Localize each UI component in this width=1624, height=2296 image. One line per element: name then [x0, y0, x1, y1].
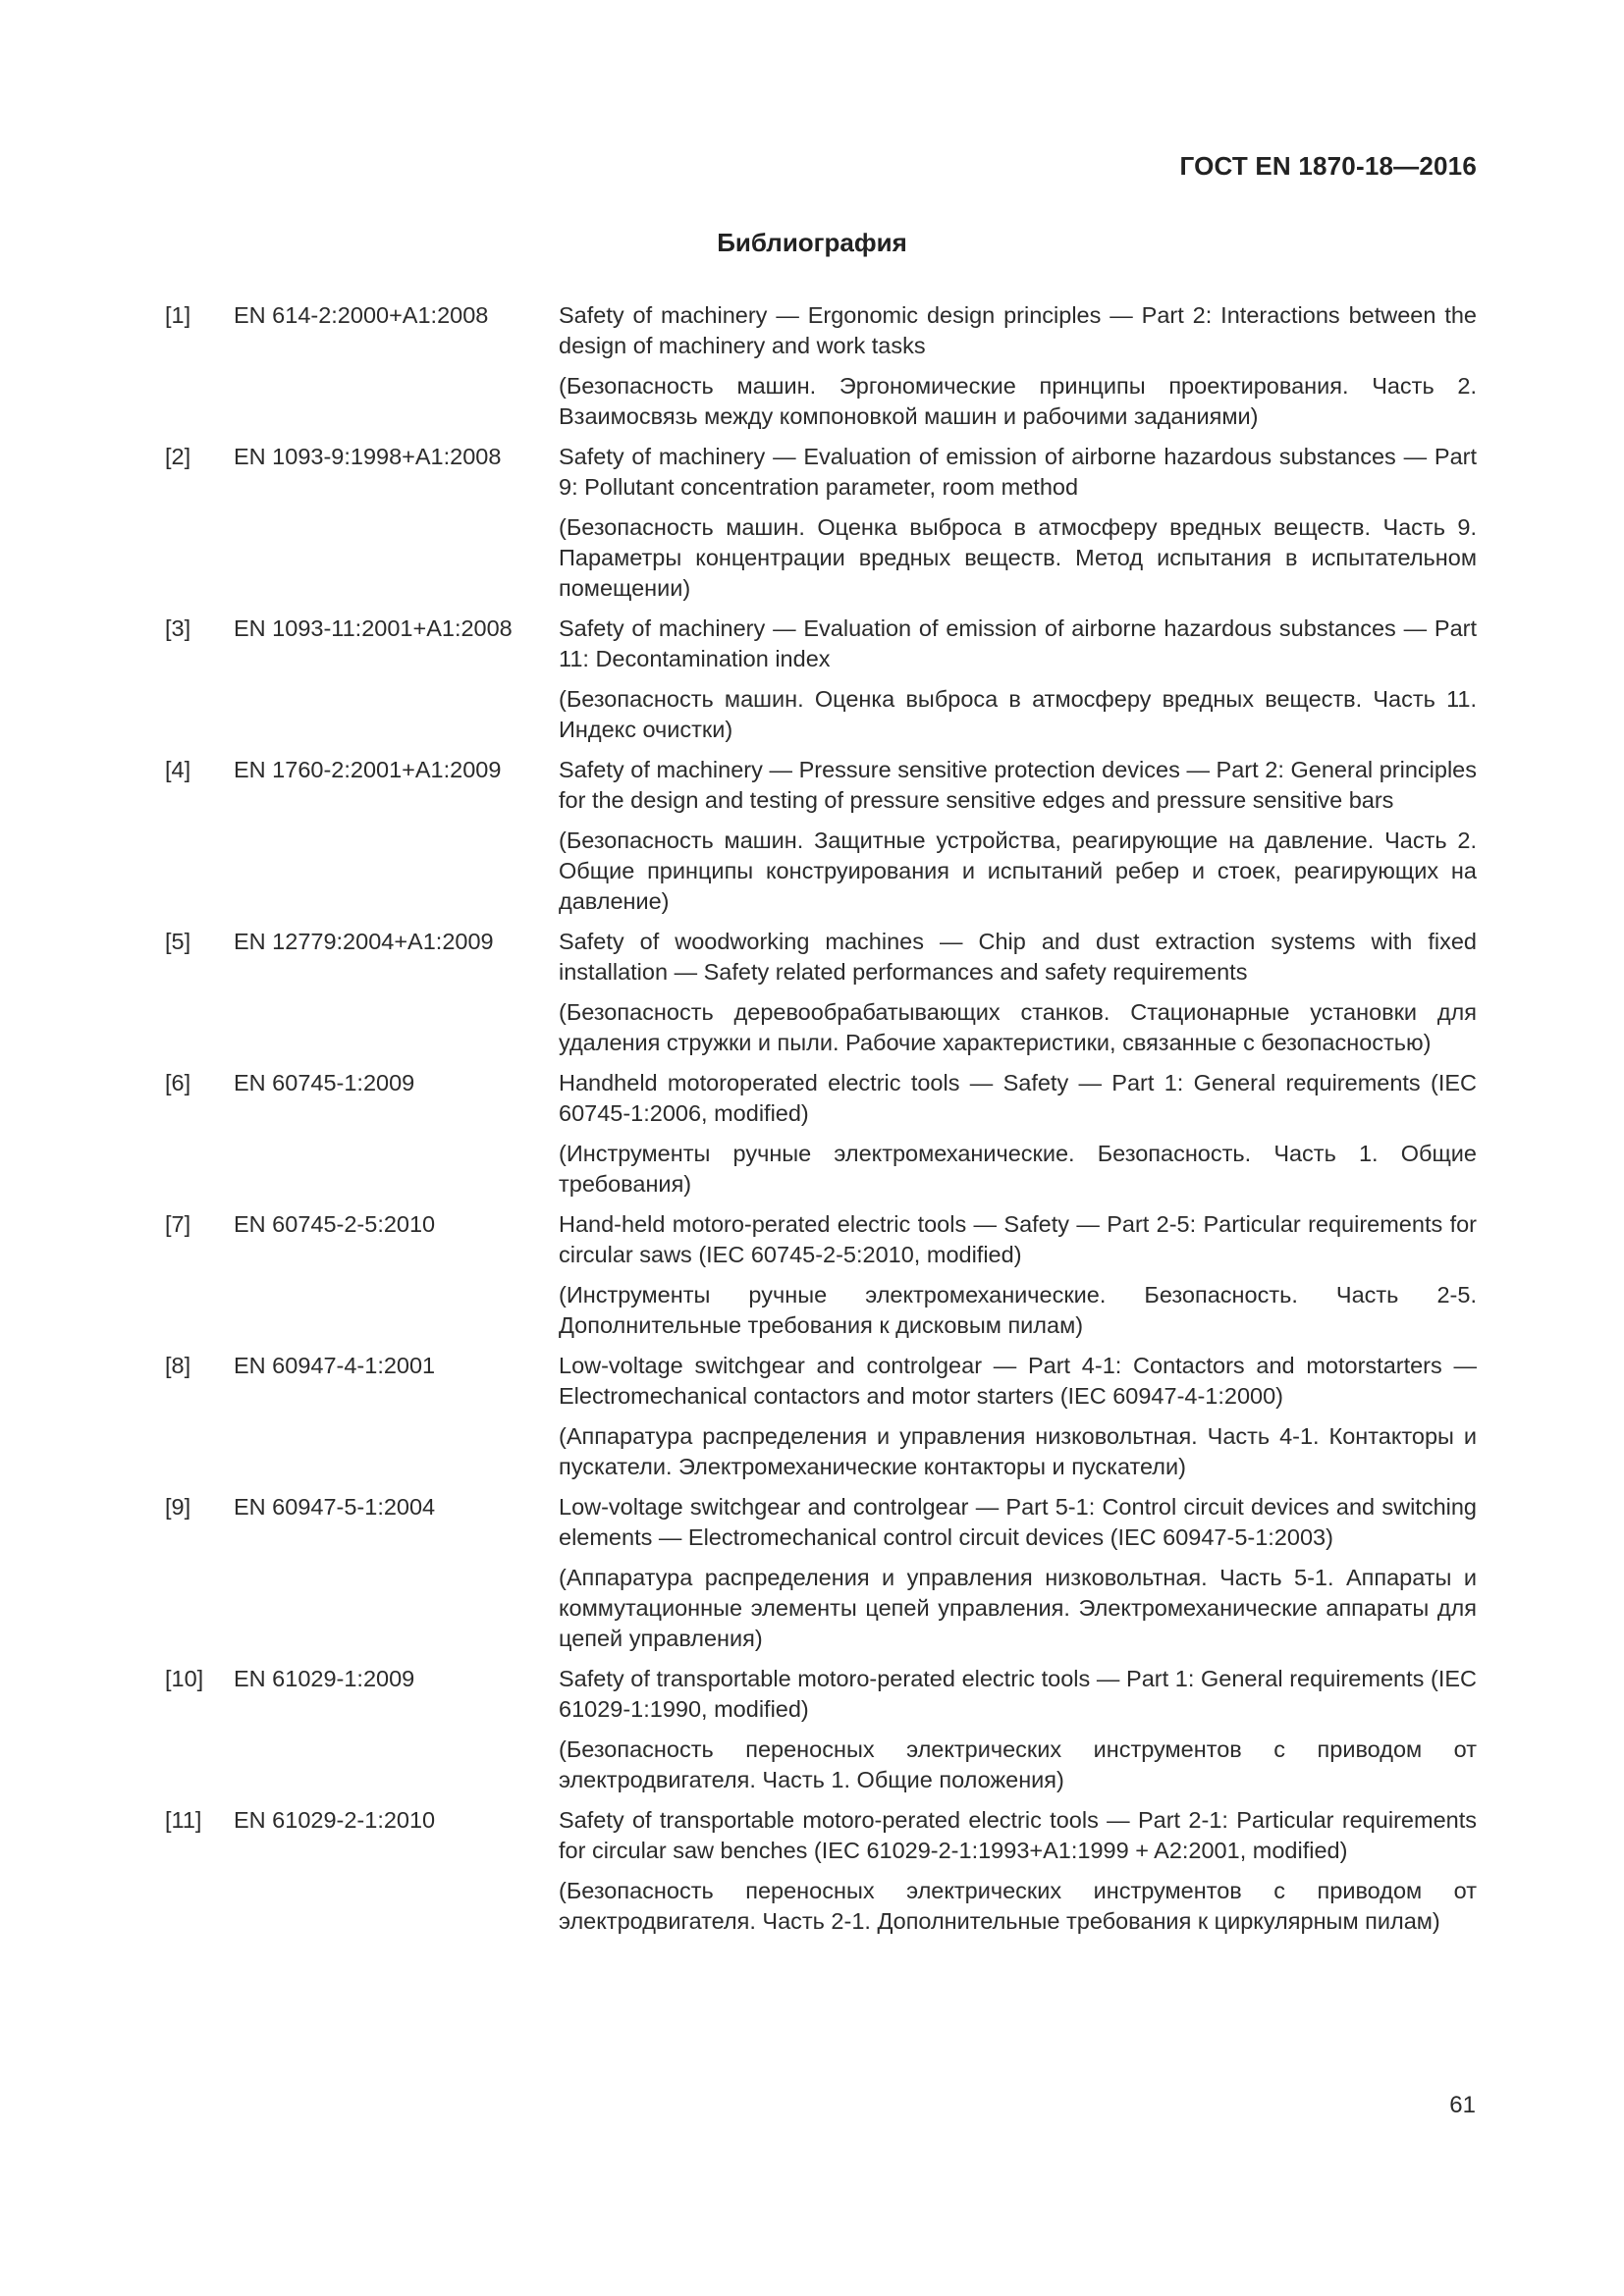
standard-code: EN 1760-2:2001+A1:2009 — [234, 757, 502, 782]
entry-number: [2] — [165, 444, 191, 469]
standard-code: EN 60947-4-1:2001 — [234, 1353, 436, 1378]
bibliography-entry-5 — [165, 927, 1477, 1058]
entry-number: [3] — [165, 615, 191, 641]
standard-code: EN 61029-1:2009 — [234, 1666, 415, 1691]
page-number: 61 — [1449, 2092, 1476, 2118]
entry-russian-title: (Аппаратура распределения и управления низковольтная. Часть 4-1. Контакторы и пускатели. Электромеханические контакторы и пускатели) — [559, 1423, 1477, 1479]
standard-code: EN 1093-11:2001+A1:2008 — [234, 615, 513, 641]
bibliography-entry-8 — [165, 1351, 1477, 1482]
entry-english-title: Safety of machinery — Ergonomic design principles — Part 2: Interactions between the design of machinery and work tasks — [559, 302, 1477, 358]
entry-number: [1] — [165, 302, 191, 328]
entry-russian-title: (Безопасность переносных электрических инструментов с приводом от электродвигателя. Часть 1. Общие положения) — [559, 1736, 1477, 1792]
entry-english-title: Handheld motoroperated electric tools — Safety — Part 1: General requirements (IEC 60745-1:2006, modified) — [559, 1070, 1477, 1126]
bibliography-entry-9 — [165, 1492, 1477, 1654]
standard-code: EN 12779:2004+A1:2009 — [234, 929, 494, 954]
entry-english-title: Safety of machinery — Evaluation of emission of airborne hazardous substances — Part 11: Decontamination index — [559, 615, 1477, 671]
entry-english-title: Safety of machinery — Pressure sensitive protection devices — Part 2: General principles for the design and testing of pressure sensitive edges and pressure sensitive bars — [559, 757, 1477, 813]
standard-code: EN 1093-9:1998+A1:2008 — [234, 444, 502, 469]
entry-number: [4] — [165, 757, 191, 782]
entry-russian-title: (Безопасность машин. Эргономические принципы проектирования. Часть 2. Взаимосвязь между компоновкой машин и рабочими заданиями) — [559, 373, 1477, 429]
standard-code: EN 614-2:2000+A1:2008 — [234, 302, 489, 328]
entry-number: [6] — [165, 1070, 191, 1095]
bibliography-entry-2 — [165, 442, 1477, 604]
entry-number: [8] — [165, 1353, 191, 1378]
entry-english-title: Hand-held motoro-perated electric tools — Safety — Part 2-5: Particular requirements for circular saws (IEC 60745-2-5:2010, modified) — [559, 1211, 1477, 1267]
entry-english-title: Safety of transportable motoro-perated electric tools — Part 2-1: Particular requirements for circular saw benches (IEC 61029-2-1:1993+A1:1999 + A2:2001, modified) — [559, 1807, 1477, 1863]
entry-russian-title: (Инструменты ручные электромеханические. Безопасность. Часть 1. Общие требования) — [559, 1141, 1477, 1197]
standard-code: EN 60745-2-5:2010 — [234, 1211, 436, 1237]
bibliography-list — [165, 300, 1477, 1947]
bibliography-entry-10 — [165, 1664, 1477, 1795]
entry-russian-title: (Безопасность машин. Оценка выброса в атмосферу вредных веществ. Часть 9. Параметры концентрации вредных веществ. Метод испытания в испытательном помещении) — [559, 514, 1477, 601]
entry-english-title: Safety of machinery — Evaluation of emission of airborne hazardous substances — Part 9: Pollutant concentration parameter, room method — [559, 444, 1477, 500]
entry-number: [9] — [165, 1494, 191, 1520]
entry-english-title: Safety of woodworking machines — Chip and dust extraction systems with fixed installation — Safety related performances and safety requirements — [559, 929, 1477, 985]
entry-english-title: Low-voltage switchgear and controlgear — Part 4-1: Contactors and motorstarters — Electromechanical contactors and motor starters (IEC 60947-4-1:2000) — [559, 1353, 1477, 1409]
entry-russian-title: (Безопасность деревообрабатывающих станков. Стационарные установки для удаления стружки и пыли. Рабочие характеристики, связанные с безопасностью) — [559, 999, 1477, 1055]
entry-russian-title: (Аппаратура распределения и управления низковольтная. Часть 5-1. Аппараты и коммутационные элементы цепей управления. Электромеханические аппараты для цепей управления) — [559, 1565, 1477, 1651]
standard-code: EN 61029-2-1:2010 — [234, 1807, 436, 1833]
standard-code: EN 60947-5-1:2004 — [234, 1494, 436, 1520]
entry-english-title: Safety of transportable motoro-perated electric tools — Part 1: General requirements (IEC 61029-1:1990, modified) — [559, 1666, 1477, 1722]
entry-russian-title: (Безопасность переносных электрических инструментов с приводом от электродвигателя. Часть 2-1. Дополнительные требования к циркулярным пилам) — [559, 1878, 1477, 1934]
standard-code: EN 60745-1:2009 — [234, 1070, 415, 1095]
bibliography-entry-6 — [165, 1068, 1477, 1200]
bibliography-entry-4 — [165, 755, 1477, 917]
document-code: ГОСТ EN 1870-18—2016 — [1179, 151, 1477, 181]
bibliography-entry-3 — [165, 614, 1477, 745]
bibliography-entry-1 — [165, 300, 1477, 432]
entry-number: [10] — [165, 1666, 204, 1691]
bibliography-entry-11 — [165, 1805, 1477, 1937]
entry-russian-title: (Безопасность машин. Защитные устройства, реагирующие на давление. Часть 2. Общие принципы конструирования и испытаний ребер и стоек, реагирующих на давление) — [559, 828, 1477, 914]
entry-number: [11] — [165, 1807, 202, 1833]
entry-russian-title: (Инструменты ручные электромеханические. Безопасность. Часть 2-5. Дополнительные требования к дисковым пилам) — [559, 1282, 1477, 1338]
entry-number: [7] — [165, 1211, 191, 1237]
entry-number: [5] — [165, 929, 191, 954]
entry-english-title: Low-voltage switchgear and controlgear — Part 5-1: Control circuit devices and switching elements — Electromechanical control circuit devices (IEC 60947-5-1:2003) — [559, 1494, 1477, 1550]
entry-russian-title: (Безопасность машин. Оценка выброса в атмосферу вредных веществ. Часть 11. Индекс очистки) — [559, 686, 1477, 742]
bibliography-entry-7 — [165, 1209, 1477, 1341]
page-title: Библиография — [717, 228, 907, 257]
